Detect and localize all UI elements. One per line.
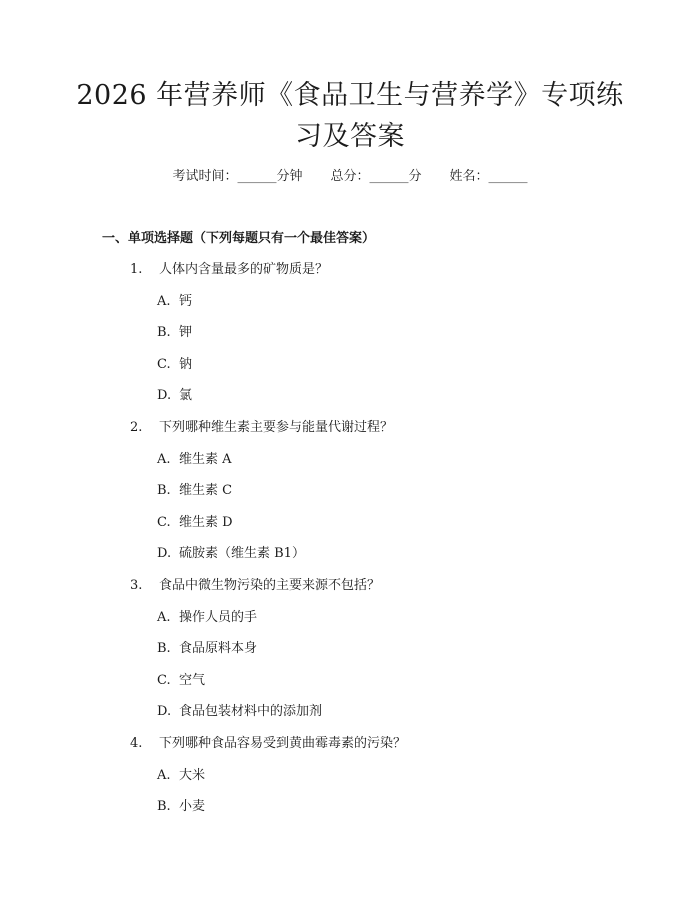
option-item	[157, 671, 205, 691]
option-text: 氯	[179, 388, 193, 403]
option-letter: D.	[157, 388, 172, 403]
question-number: 3.	[130, 578, 143, 593]
option-letter: B.	[157, 483, 171, 498]
option-letter: C.	[157, 357, 171, 372]
option-text: 维生素 C	[179, 483, 233, 498]
option-letter: A.	[157, 294, 171, 309]
option-text: 空气	[179, 673, 206, 688]
question-text: 食品中微生物污染的主要来源不包括？	[159, 578, 381, 593]
option-text: 硫胺素（维生素 B1）	[179, 546, 305, 561]
question-number: 2.	[130, 420, 143, 435]
question-text: 下列哪种维生素主要参与能量代谢过程？	[159, 420, 394, 435]
question-text: 下列哪种食品容易受到黄曲霉毒素的污染？	[159, 736, 407, 751]
option-text: 食品包装材料中的添加剂	[179, 704, 323, 719]
option-item	[157, 481, 232, 501]
option-text: 维生素 D	[179, 515, 233, 530]
page-title-line-1: 2026 年营养师《食品卫生与营养学》专项练	[76, 80, 624, 111]
page-title-line-2: 习及答案	[295, 121, 405, 152]
option-text: 钾	[179, 325, 193, 340]
question-number: 4.	[130, 736, 143, 751]
option-text: 维生素 A	[179, 452, 232, 467]
total-score-field: 总分：______分	[330, 169, 422, 184]
option-text: 小麦	[179, 799, 206, 814]
question-item	[130, 734, 406, 754]
option-letter: A.	[157, 768, 171, 783]
option-item	[157, 292, 192, 312]
option-text: 钠	[179, 357, 193, 372]
option-item	[157, 608, 257, 628]
question-number: 1.	[130, 262, 143, 277]
option-letter: D.	[157, 704, 172, 719]
option-letter: B.	[157, 799, 171, 814]
option-item	[157, 513, 233, 533]
option-item	[157, 544, 305, 564]
option-letter: A.	[157, 452, 171, 467]
option-item	[157, 386, 192, 406]
option-letter: C.	[157, 515, 171, 530]
option-item	[157, 639, 257, 659]
option-letter: A.	[157, 610, 171, 625]
option-text: 钙	[179, 294, 193, 309]
question-item	[130, 418, 393, 438]
student-name-field: 姓名：______	[449, 169, 528, 184]
option-item	[157, 355, 192, 375]
option-letter: C.	[157, 673, 171, 688]
exam-info-row	[0, 167, 700, 187]
section-heading: 一、单项选择题（下列每题只有一个最佳答案）	[102, 231, 376, 246]
option-text: 操作人员的手	[179, 610, 258, 625]
option-letter: B.	[157, 641, 171, 656]
option-letter: B.	[157, 325, 171, 340]
question-text: 人体内含量最多的矿物质是？	[159, 262, 329, 277]
option-text: 大米	[179, 768, 206, 783]
option-text: 食品原料本身	[179, 641, 258, 656]
option-item	[157, 450, 232, 470]
exam-time-field: 考试时间：______分钟	[172, 169, 303, 184]
question-item	[130, 576, 380, 596]
option-letter: D.	[157, 546, 172, 561]
question-item	[130, 260, 328, 280]
option-item	[157, 766, 205, 786]
option-item	[157, 797, 205, 817]
option-item	[157, 702, 322, 722]
option-item	[157, 323, 192, 343]
